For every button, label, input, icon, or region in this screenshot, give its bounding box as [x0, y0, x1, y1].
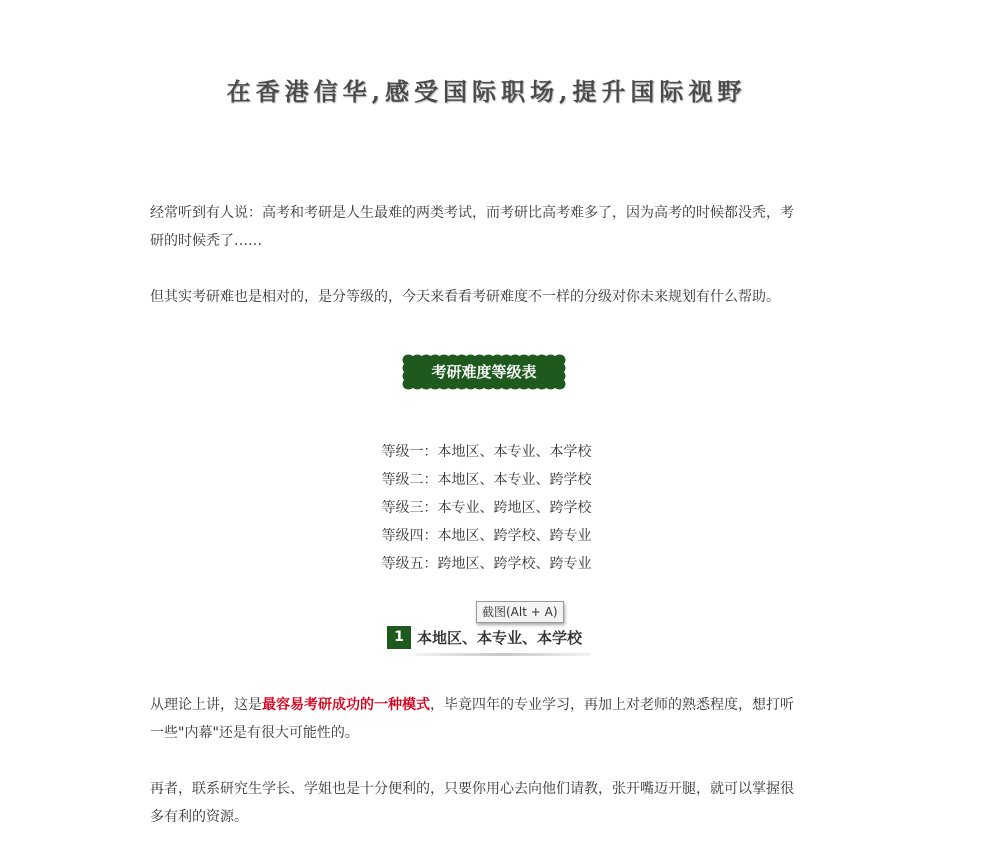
body-p1-line-2: 一些"内幕"还是有很大可能性的。: [150, 725, 359, 741]
body-p1-line-1: [150, 691, 830, 719]
body-paragraph-2: [150, 775, 830, 831]
body-p2-line-1: 再者，联系研究生学长、学姐也是十分便利的，只要你用心去向他们请教，张开嘴迈开腿，就可以掌握很: [150, 781, 794, 797]
level-item-3: 等级三：本专业、跨地区、跨学校: [381, 500, 592, 516]
section-underline-shadow: [415, 653, 591, 656]
level-item-4: 等级四：本地区、跨学校、跨专业: [381, 528, 592, 544]
banner-title: 在香港信华,感受国际职场,提升国际视野: [226, 77, 747, 106]
level-item-2: 等级二：本地区、本专业、跨学校: [381, 472, 592, 488]
badge-label: 考研难度等级表: [431, 363, 537, 381]
body-p1-highlight: 最容易考研成功的一种模式: [262, 697, 430, 713]
difficulty-table-badge: [400, 352, 568, 392]
intro-line-2: 研的时候秃了……: [150, 233, 262, 249]
body-paragraph-1: [150, 691, 830, 747]
body-p1-text-start: 从理论上讲，这是: [150, 697, 262, 713]
screenshot-tooltip: 截图(Alt + A): [476, 601, 564, 623]
section-number-badge: 1: [387, 626, 411, 649]
intro-line-3: 但其实考研难也是相对的，是分等级的，今天来看看考研难度不一样的分级对你未来规划有什么帮助。: [150, 289, 780, 305]
intro-paragraph: [150, 199, 830, 255]
level-item-5: 等级五：跨地区、跨学校、跨专业: [381, 556, 592, 572]
levels-list: [0, 438, 973, 578]
level-item-1: 等级一：本地区、本专业、本学校: [381, 444, 592, 460]
section-title: 本地区、本专业、本学校: [417, 629, 583, 647]
intro-paragraph-2: [150, 283, 830, 311]
body-p2-line-2: 多有利的资源。: [150, 809, 248, 825]
body-p1-text-end: ，毕竟四年的专业学习，再加上对老师的熟悉程度，想打听: [430, 697, 794, 713]
intro-line-1: 经常听到有人说：高考和考研是人生最难的两类考试，而考研比高考难多了，因为高考的时候都没秃，考: [150, 205, 794, 221]
